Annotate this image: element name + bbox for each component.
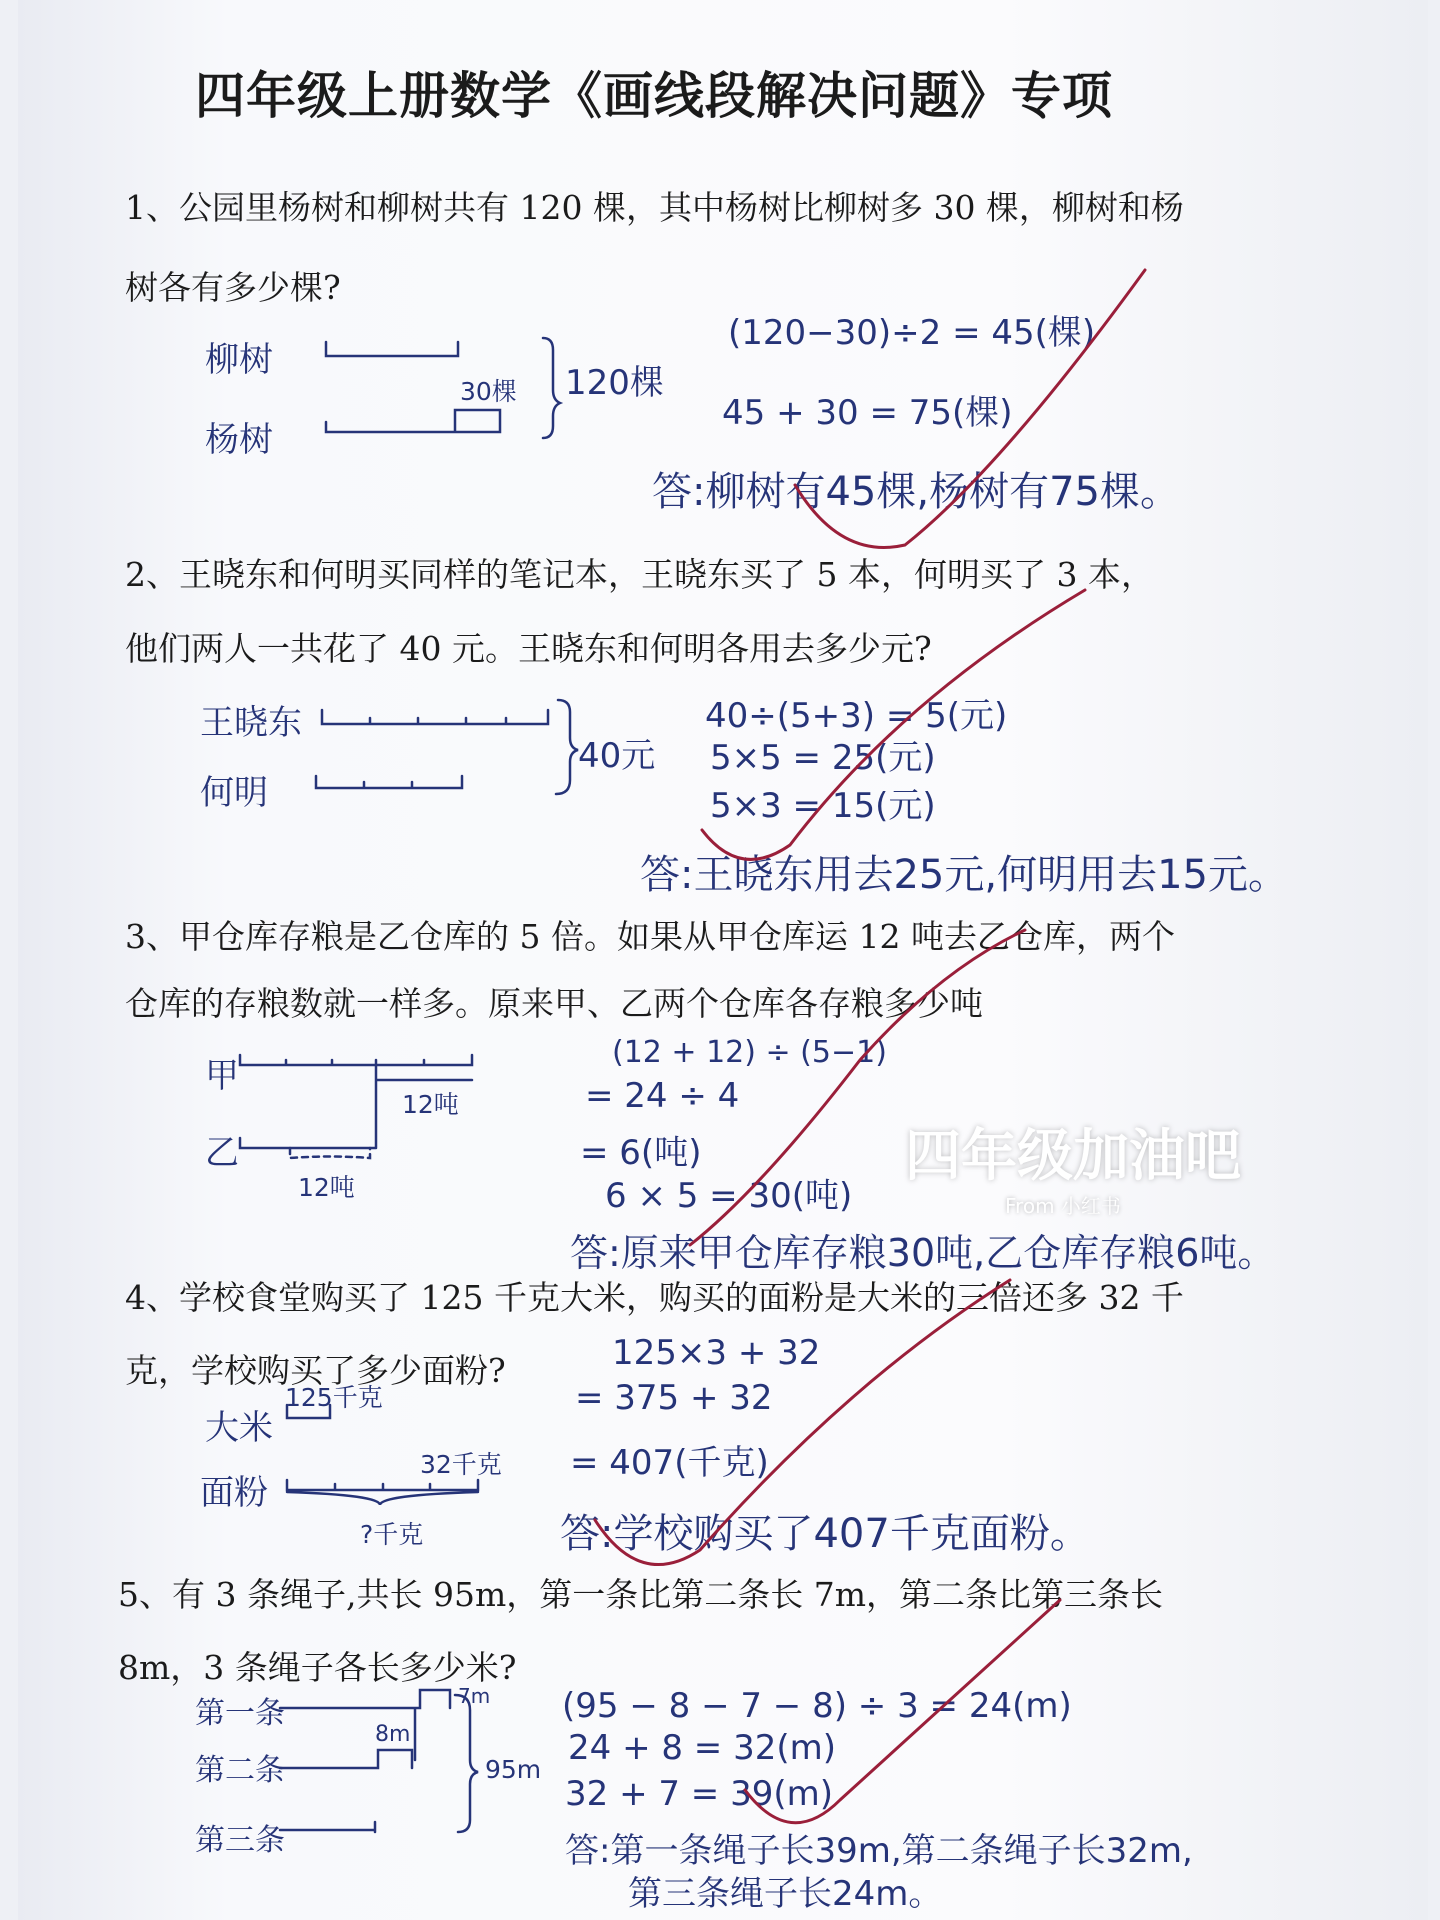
- q1-answer: 答:柳树有45棵,杨树有75棵。: [652, 469, 1180, 515]
- q3-label-12-b: 12吨: [298, 1173, 355, 1202]
- q3-label-yi: 乙: [205, 1133, 239, 1173]
- q5-answer-line2: 第三条绳子长24m。: [628, 1874, 943, 1914]
- question-4-line1: 4、学校食堂购买了 125 千克大米，购买的面粉是大米的三倍还多 32 千: [125, 1278, 1184, 1317]
- question-5-line1: 5、有 3 条绳子,共长 95m，第一条比第二条长 7m，第二条比第三条长: [118, 1575, 1164, 1614]
- page-title: 四年级上册数学《画线段解决问题》专项: [195, 67, 1113, 125]
- q5-label-7m: 7m: [458, 1684, 491, 1708]
- q5-label-95m: 95m: [485, 1755, 542, 1784]
- q4-calc-3: = 407(千克): [570, 1443, 769, 1483]
- q3-answer: 答:原来甲仓库存粮30吨,乙仓库存粮6吨。: [570, 1231, 1276, 1275]
- q2-calc-3: 5×3 = 15(元): [710, 786, 936, 826]
- q5-answer-line1: 答:第一条绳子长39m,第二条绳子长32m,: [565, 1831, 1193, 1871]
- q5-calc-2: 24 + 8 = 32(m): [568, 1728, 837, 1768]
- q1-label-30: 30棵: [460, 377, 517, 406]
- q5-label-8m: 8m: [375, 1722, 411, 1747]
- segment-diagrams: [240, 338, 578, 1832]
- q5-label-first: 第一条: [195, 1696, 285, 1731]
- q1-calc-2: 45 + 30 = 75(棵): [722, 393, 1013, 433]
- q3-calc-4: 6 × 5 = 30(吨): [605, 1176, 853, 1216]
- q4-label-flour: 面粉: [200, 1473, 268, 1513]
- q2-calc-1: 40÷(5+3) = 5(元): [705, 696, 1008, 736]
- q4-label-rice: 大米: [205, 1408, 273, 1448]
- q2-label-he: 何明: [200, 773, 268, 813]
- watermark-text: 四年级加油吧: [905, 1124, 1241, 1189]
- check-mark-q1: [795, 270, 1145, 548]
- q3-label-jia: 甲: [205, 1056, 239, 1096]
- q5-calc-3: 32 + 7 = 39(m): [565, 1774, 834, 1814]
- q5-label-third: 第三条: [195, 1823, 285, 1858]
- question-4-line2: 克，学校购买了多少面粉?: [125, 1351, 506, 1390]
- q5-calc-1: (95 − 8 − 7 − 8) ÷ 3 = 24(m): [562, 1686, 1072, 1726]
- q3-calc-2: = 24 ÷ 4: [585, 1076, 740, 1116]
- q2-label-40: 40元: [578, 736, 656, 776]
- q1-label-120: 120棵: [565, 363, 664, 403]
- question-3-line1: 3、甲仓库存粮是乙仓库的 5 倍。如果从甲仓库运 12 吨去乙仓库，两个: [125, 917, 1175, 956]
- question-2-line1: 2、王晓东和何明买同样的笔记本，王晓东买了 5 本，何明买了 3 本，: [125, 555, 1154, 594]
- q2-calc-2: 5×5 = 25(元): [710, 738, 936, 778]
- question-5-line2: 8m，3 条绳子各长多少米?: [118, 1648, 517, 1687]
- q3-label-12-a: 12吨: [402, 1090, 459, 1119]
- watermark-from: From 小红书: [1005, 1194, 1121, 1218]
- q4-label-125: 125千克: [285, 1383, 383, 1412]
- check-mark-q5: [745, 1600, 1060, 1823]
- q4-calc-2: = 375 + 32: [575, 1378, 773, 1418]
- q2-answer: 答:王晓东用去25元,何明用去15元。: [640, 852, 1288, 898]
- question-2-line2: 他们两人一共花了 40 元。王晓东和何明各用去多少元?: [125, 629, 932, 668]
- q5-label-second: 第二条: [195, 1753, 285, 1788]
- question-1-line2: 树各有多少棵?: [125, 268, 341, 307]
- question-3-line2: 仓库的存粮数就一样多。原来甲、乙两个仓库各存粮多少吨: [125, 984, 983, 1023]
- q3-calc-3: = 6(吨): [580, 1133, 702, 1173]
- q3-calc-1: (12 + 12) ÷ (5−1): [612, 1035, 887, 1070]
- q1-calc-1: (120−30)÷2 = 45(棵): [728, 313, 1096, 353]
- check-mark-q3: [690, 930, 1025, 1245]
- q4-calc-1: 125×3 + 32: [612, 1333, 821, 1373]
- q4-label-32: 32千克: [420, 1450, 502, 1479]
- q2-label-wang: 王晓东: [200, 703, 302, 743]
- check-mark-q4: [595, 1280, 1010, 1565]
- check-marks: [595, 270, 1145, 1823]
- q4-answer: 答:学校购买了407千克面粉。: [560, 1511, 1090, 1557]
- q4-label-unknown: ?千克: [360, 1520, 424, 1549]
- q1-label-willow: 柳树: [205, 340, 273, 380]
- question-1-line1: 1、公园里杨树和柳树共有 120 棵，其中杨树比柳树多 30 棵，柳树和杨: [125, 188, 1184, 227]
- check-mark-q2: [702, 590, 1085, 859]
- q1-label-poplar: 杨树: [205, 420, 273, 460]
